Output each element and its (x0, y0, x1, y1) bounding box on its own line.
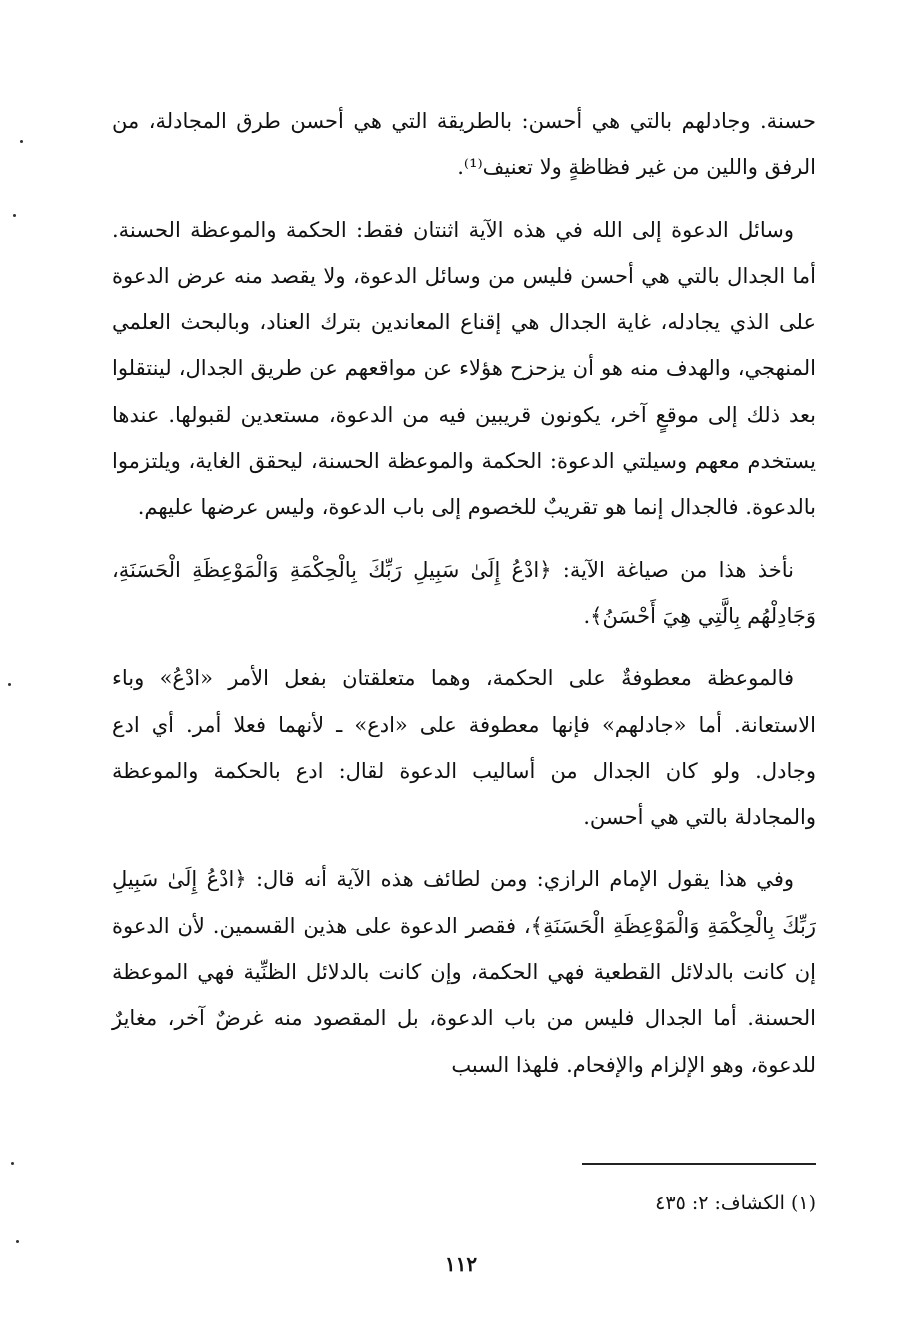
footnote: (١) الكشاف: ٢: ٤٣٥ (655, 1192, 816, 1214)
scan-speck (20, 140, 23, 143)
main-text (112, 98, 816, 1104)
paragraph-4: فالموعظة معطوفةٌ على الحكمة، وهما متعلقتان بفعل الأمر «ادْعُ» وباء الاستعانة. أما «جادلهم» فإنها معطوفة على «ادع» ـ لأنهما فعلا أمر. أي ادع وجادل. ولو كان الجدال من أساليب الدعوة لقال: ادع بالحكمة والموعظة والمجادلة بالتي هي أحسن. (112, 666, 816, 830)
scan-speck (13, 214, 16, 217)
footnote-separator (582, 1163, 816, 1165)
paragraph-2: وسائل الدعوة إلى الله في هذه الآية اثنتان فقط: الحكمة والموعظة الحسنة. أما الجدال بالتي هي أحسن فليس من وسائل الدعوة، ولا يقصد منه عرض الدعوة على الذي يجادله، غاية الجدال هي إقناع المعاندين بترك العناد، وبالبحث العلمي المنهجي، والهدف منه هو أن يزحزح هؤلاء عن مواقعهم عن طريق الجدال، لينتقلوا بعد ذلك إلى موقعٍ آخر، يكونون قريبين فيه من الدعوة، مستعدين لقبولها. عندها يستخدم معهم وسيلتي الدعوة: الحكمة والموعظة الحسنة، ليحقق الغاية، ويلتزموا بالدعوة. فالجدال إنما هو تقريبٌ للخصوم إلى باب الدعوة، وليس عرضها عليهم. (112, 217, 816, 520)
paragraph-5: وفي هذا يقول الإمام الرازي: ومن لطائف هذه الآية أنه قال: ﴿ادْعُ إِلَىٰ سَبِيلِ رَبِّكَ بِالْحِكْمَةِ وَالْمَوْعِظَةِ الْحَسَنَةِ﴾، فقصر الدعوة على هذين القسمين. لأن الدعوة إن كانت بالدلائل القطعية فهي الحكمة، وإن كانت بالدلائل الظنِّية فهي الموعظة الحسنة. أما الجدال فليس من باب الدعوة، بل المقصود منه غرضٌ آخر، مغايرٌ للدعوة، وهو الإلزام والإفحام. فلهذا السبب (112, 867, 816, 1077)
scan-speck (11, 1162, 14, 1165)
scan-speck (16, 1240, 19, 1243)
page-number: ١١٢ (444, 1252, 478, 1276)
scan-speck (8, 683, 11, 686)
paragraph-1: حسنة. وجادلهم بالتي هي أحسن: بالطريقة التي هي أحسن طرق المجادلة، من الرفق واللين من غير فظاظةٍ ولا تعنيف⁽¹⁾. (112, 109, 816, 180)
paragraph-3: نأخذ هذا من صياغة الآية: ﴿ادْعُ إِلَىٰ سَبِيلِ رَبِّكَ بِالْحِكْمَةِ وَالْمَوْعِظَةِ الْحَسَنَةِ، وَجَادِلْهُم بِالَّتِي هِيَ أَحْسَنُ﴾. (112, 557, 816, 628)
